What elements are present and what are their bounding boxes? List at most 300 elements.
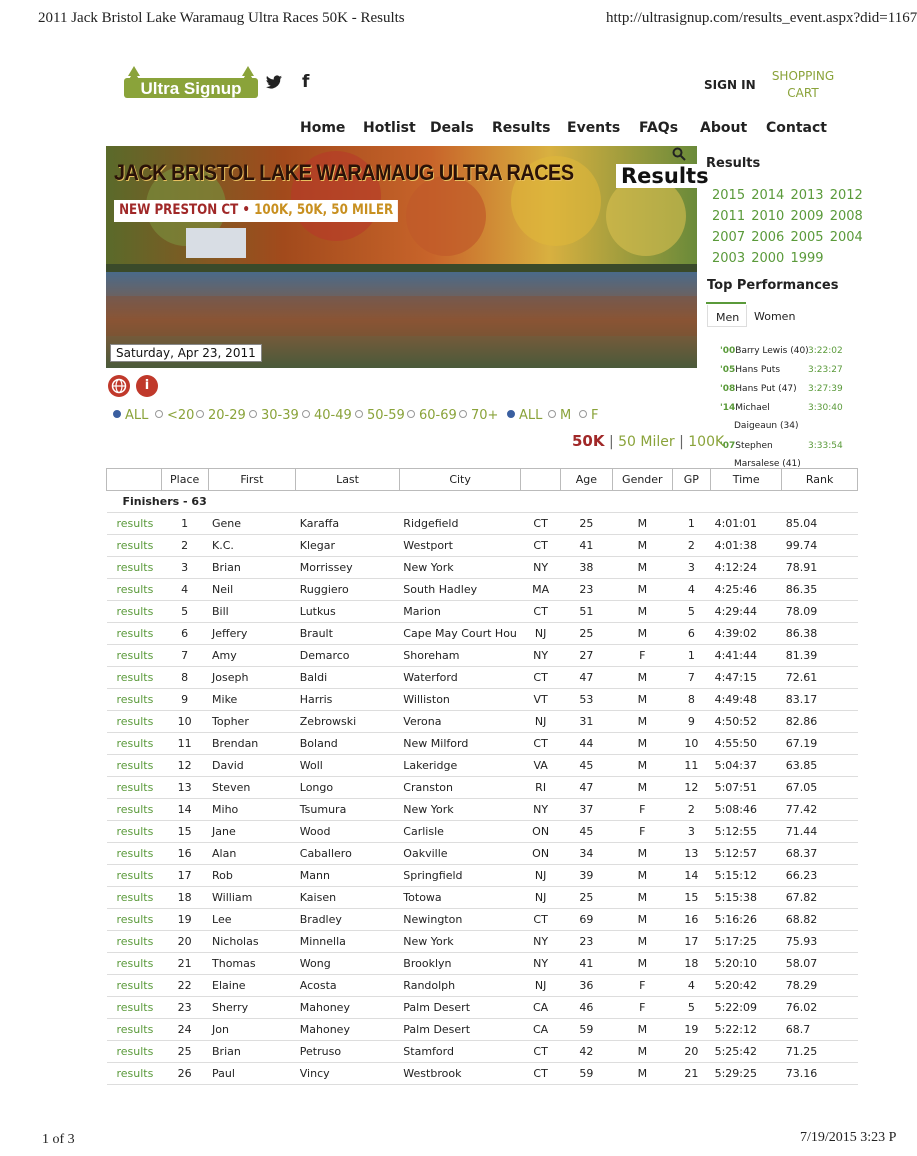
cell-rank: 63.85 [782,755,858,777]
search-icon[interactable] [672,147,686,165]
cell-last-name: Klegar [296,535,400,557]
results-link[interactable]: results [107,557,162,579]
cell-first-name: Joseph [208,667,296,689]
results-link[interactable]: results [107,777,162,799]
cell-state: CT [521,1041,560,1063]
cell-first-name: Brian [208,1041,296,1063]
table-row [107,1063,858,1085]
performance-item[interactable] [720,384,843,394]
cell-city: Waterford [399,667,521,689]
cell-gender-place: 17 [672,931,710,953]
results-link[interactable]: results [107,1041,162,1063]
cell-gender: F [613,821,673,843]
year-link[interactable]: 2000 [751,251,785,266]
results-link[interactable]: results [107,1019,162,1041]
cell-city: Carlisle [399,821,521,843]
age-filter-under20[interactable] [155,408,194,423]
document-title: 2011 Jack Bristol Lake Waramaug Ultra Races 50K - Results [38,10,405,26]
table-row [107,975,858,997]
radio-icon [196,410,204,418]
cell-gender-place: 9 [672,711,710,733]
cell-gender: M [613,843,673,865]
cell-gender-place: 2 [672,535,710,557]
age-filter-70plus[interactable] [459,408,498,423]
perf-name: Hans Put (47) [735,384,797,394]
cell-age: 34 [560,843,612,865]
table-row [107,667,858,689]
nav-hotlist[interactable]: Hotlist [363,120,416,136]
results-link[interactable]: results [107,909,162,931]
age-filter-30-39[interactable] [249,408,299,423]
cell-gender-place: 13 [672,843,710,865]
year-link[interactable]: 1999 [790,251,824,266]
cell-state: CT [521,513,560,535]
table-row [107,887,858,909]
radio-icon [579,410,587,418]
event-date: Saturday, Apr 23, 2011 [110,344,262,362]
cell-last-name: Wong [296,953,400,975]
cell-age: 59 [560,1063,612,1085]
radio-icon [155,410,163,418]
year-link[interactable]: 2013 [790,188,824,203]
column-header[interactable]: First [208,469,296,491]
cell-place: 7 [161,645,208,667]
results-link[interactable]: results [107,755,162,777]
cell-age: 27 [560,645,612,667]
cell-age: 42 [560,1041,612,1063]
facebook-icon[interactable]: f [302,72,310,92]
cell-rank: 67.82 [782,887,858,909]
cell-place: 24 [161,1019,208,1041]
cell-first-name: Topher [208,711,296,733]
gender-filter-f[interactable] [579,408,598,423]
results-link[interactable]: results [107,623,162,645]
results-link[interactable]: results [107,821,162,843]
cell-rank: 72.61 [782,667,858,689]
cell-first-name: Steven [208,777,296,799]
cell-age: 23 [560,579,612,601]
filter-label: 40-49 [314,408,352,423]
cell-city: Newington [399,909,521,931]
age-filter-40-49[interactable] [302,408,352,423]
cell-last-name: Petruso [296,1041,400,1063]
cell-age: 46 [560,997,612,1019]
results-link[interactable]: results [107,667,162,689]
cell-age: 37 [560,799,612,821]
banner-bullet: • [238,202,255,218]
cell-place: 14 [161,799,208,821]
ultrasignup-logo[interactable] [120,66,262,102]
cell-time: 4:29:44 [711,601,782,623]
cell-time: 5:20:10 [711,953,782,975]
cell-rank: 71.25 [782,1041,858,1063]
results-link[interactable]: results [107,601,162,623]
cell-first-name: Alan [208,843,296,865]
results-link[interactable]: results [107,579,162,601]
results-link[interactable]: results [107,799,162,821]
nav-deals[interactable]: Deals [430,120,474,136]
year-link[interactable]: 2007 [712,230,746,245]
cell-rank: 71.44 [782,821,858,843]
cell-age: 69 [560,909,612,931]
table-row [107,535,858,557]
cell-age: 38 [560,557,612,579]
column-header[interactable]: Place [161,469,208,491]
cell-time: 5:12:55 [711,821,782,843]
cell-gender-place: 4 [672,975,710,997]
cell-time: 5:22:09 [711,997,782,1019]
gender-filter-m[interactable] [548,408,571,423]
cell-city: New Milford [399,733,521,755]
year-link[interactable]: 2004 [829,230,863,245]
cell-gender-place: 2 [672,799,710,821]
column-header[interactable]: Age [560,469,612,491]
cell-age: 59 [560,1019,612,1041]
column-header[interactable]: Last [296,469,400,491]
nav-events[interactable]: Events [567,120,621,136]
cell-last-name: Morrissey [296,557,400,579]
cell-place: 3 [161,557,208,579]
cell-last-name: Karaffa [296,513,400,535]
cell-state: ON [521,821,560,843]
cell-gender: M [613,579,673,601]
cell-time: 5:15:12 [711,865,782,887]
cell-state: CT [521,535,560,557]
cell-gender: M [613,953,673,975]
cell-state: NJ [521,711,560,733]
cell-place: 8 [161,667,208,689]
cell-city: Marion [399,601,521,623]
cell-city: Palm Desert [399,997,521,1019]
group-row [107,491,858,513]
event-banner [106,146,709,368]
cell-last-name: Zebrowski [296,711,400,733]
cell-gender-place: 15 [672,887,710,909]
cell-last-name: Woll [296,755,400,777]
cell-city: Lakeridge [399,755,521,777]
cell-rank: 68.7 [782,1019,858,1041]
cell-state: ON [521,843,560,865]
results-link[interactable]: results [107,513,162,535]
cell-place: 23 [161,997,208,1019]
cell-first-name: Elaine [208,975,296,997]
radio-icon [407,410,415,418]
cell-gender-place: 4 [672,579,710,601]
cell-time: 5:17:25 [711,931,782,953]
cell-state: NY [521,645,560,667]
year-link[interactable]: 2011 [712,209,746,224]
performance-item[interactable] [720,441,843,469]
cell-gender: F [613,997,673,1019]
table-row [107,557,858,579]
perf-name: Barry Lewis (40) [735,346,809,356]
cell-place: 12 [161,755,208,777]
cell-time: 5:22:12 [711,1019,782,1041]
cell-city: Westbrook [399,1063,521,1085]
results-link[interactable]: results [107,645,162,667]
column-header[interactable]: Rank [782,469,858,491]
results-link[interactable]: results [107,975,162,997]
cell-time: 4:41:44 [711,645,782,667]
cell-place: 2 [161,535,208,557]
cell-first-name: Brendan [208,733,296,755]
cell-rank: 82.86 [782,711,858,733]
cell-city: South Hadley [399,579,521,601]
tab-women[interactable]: Women [754,310,796,323]
cell-gender-place: 3 [672,821,710,843]
nav-home[interactable]: Home [300,120,346,136]
distance-100k[interactable]: 100K [688,434,725,450]
cell-state: MA [521,579,560,601]
cell-gender-place: 6 [672,623,710,645]
results-link[interactable]: results [107,931,162,953]
cell-last-name: Kaisen [296,887,400,909]
cell-first-name: Lee [208,909,296,931]
cell-rank: 86.35 [782,579,858,601]
nav-faqs[interactable]: FAQs [639,120,679,136]
cell-state: CA [521,1019,560,1041]
nav-results[interactable]: Results [492,120,551,136]
cell-place: 15 [161,821,208,843]
cell-place: 9 [161,689,208,711]
cell-city: New York [399,557,521,579]
sign-in-link[interactable]: SIGN IN [704,78,756,92]
cell-age: 45 [560,755,612,777]
column-header [107,469,162,491]
cell-age: 36 [560,975,612,997]
cell-gender-place: 19 [672,1019,710,1041]
page-number: 1 of 3 [42,1132,75,1147]
tab-underline [706,302,746,304]
cell-gender: M [613,667,673,689]
cell-last-name: Wood [296,821,400,843]
column-header[interactable]: Time [711,469,782,491]
year-link[interactable]: 2014 [751,188,785,203]
cell-city: Shoreham [399,645,521,667]
banner-title: JACK BRISTOL LAKE WARAMAUG ULTRA RACES [114,160,574,185]
cell-rank: 67.19 [782,733,858,755]
distance-50k[interactable]: 50K [572,432,605,450]
cell-city: Westport [399,535,521,557]
cell-time: 4:47:15 [711,667,782,689]
cell-rank: 58.07 [782,953,858,975]
age-filter-50-59[interactable] [355,408,405,423]
cell-place: 6 [161,623,208,645]
results-link[interactable]: results [107,689,162,711]
banner-distances: 100K, 50K, 50 MILER [254,202,394,218]
results-link[interactable]: results [107,733,162,755]
table-row [107,777,858,799]
cell-city: Cape May Court Hou [399,623,521,645]
results-link[interactable]: results [107,1063,162,1085]
results-link[interactable]: results [107,887,162,909]
distance-50-miler[interactable]: 50 Miler [618,434,675,450]
cell-gender: F [613,645,673,667]
cell-city: Randolph [399,975,521,997]
cell-time: 5:16:26 [711,909,782,931]
cell-time: 5:25:42 [711,1041,782,1063]
perf-name: Michael [735,403,770,413]
cell-last-name: Mahoney [296,1019,400,1041]
separator: | [679,434,684,450]
table-row [107,1041,858,1063]
print-timestamp: 7/19/2015 3:23 P [800,1130,897,1145]
cell-last-name: Mahoney [296,997,400,1019]
cell-state: NJ [521,975,560,997]
cell-first-name: Thomas [208,953,296,975]
performance-item[interactable] [720,403,843,431]
radio-icon [249,410,257,418]
year-link[interactable]: 2010 [751,209,785,224]
year-link[interactable]: 2003 [712,251,746,266]
cell-time: 5:12:57 [711,843,782,865]
cell-state: NJ [521,623,560,645]
cell-state: RI [521,777,560,799]
cell-gender-place: 16 [672,909,710,931]
cell-time: 5:15:38 [711,887,782,909]
cell-age: 25 [560,623,612,645]
age-filter-20-29[interactable] [196,408,246,423]
globe-icon[interactable] [108,375,130,397]
results-link[interactable]: results [107,865,162,887]
column-header[interactable]: City [399,469,521,491]
cell-gender: M [613,711,673,733]
cell-rank: 68.37 [782,843,858,865]
year-link[interactable]: 2005 [790,230,824,245]
group-label: Finishers - 63 [107,491,858,513]
cell-state: NY [521,799,560,821]
cell-rank: 73.16 [782,1063,858,1085]
cell-place: 20 [161,931,208,953]
cell-time: 5:07:51 [711,777,782,799]
cell-time: 4:12:24 [711,557,782,579]
shopping-cart-link[interactable] [770,68,836,102]
filter-label: 20-29 [208,408,246,423]
year-link[interactable]: 2009 [790,209,824,224]
cell-gender: M [613,557,673,579]
table-row [107,711,858,733]
cell-last-name: Harris [296,689,400,711]
cell-city: Brooklyn [399,953,521,975]
cell-state: CT [521,909,560,931]
table-row [107,645,858,667]
cell-city: Oakville [399,843,521,865]
cell-age: 45 [560,821,612,843]
logo-text: Ultra Signup [140,79,242,98]
cell-rank: 78.29 [782,975,858,997]
results-link[interactable]: results [107,711,162,733]
cell-place: 26 [161,1063,208,1085]
cell-age: 23 [560,931,612,953]
cell-time: 4:39:02 [711,623,782,645]
gender-filter-all[interactable] [507,408,542,423]
cell-first-name: William [208,887,296,909]
year-row [712,230,863,245]
perf-name: Stephen [735,441,773,451]
cell-state: NY [521,557,560,579]
age-filter-60-69[interactable] [407,408,457,423]
tab-men[interactable]: Men [707,305,747,327]
performance-item[interactable] [720,365,843,375]
banner-subtitle [114,200,398,222]
filter-label: 30-39 [261,408,299,423]
cart-label-2: CART [787,86,819,100]
cell-last-name: Longo [296,777,400,799]
cell-gender: M [613,733,673,755]
nav-about[interactable]: About [700,120,748,136]
cell-gender: F [613,799,673,821]
cell-last-name: Bradley [296,909,400,931]
cell-city: New York [399,931,521,953]
cell-gender: M [613,931,673,953]
cell-age: 47 [560,777,612,799]
cell-gender: M [613,623,673,645]
cell-place: 13 [161,777,208,799]
column-header[interactable]: GP [672,469,710,491]
perf-year: '00 [720,346,736,356]
cell-gender-place: 12 [672,777,710,799]
cell-last-name: Mann [296,865,400,887]
age-filter-all[interactable] [113,408,148,423]
cell-state: CT [521,1063,560,1085]
results-link[interactable]: results [107,953,162,975]
distance-selector [572,432,724,450]
cell-gender-place: 18 [672,953,710,975]
cell-age: 39 [560,865,612,887]
column-header[interactable]: Gender [613,469,673,491]
nav-contact[interactable]: Contact [766,120,827,136]
year-row [712,188,863,203]
cell-gender: M [613,777,673,799]
twitter-icon[interactable] [266,74,282,93]
cell-age: 25 [560,513,612,535]
year-link[interactable]: 2012 [829,188,863,203]
cell-gender-place: 14 [672,865,710,887]
cell-first-name: Mike [208,689,296,711]
filter-label: <20 [167,408,195,423]
sidebar-results-heading: Results [706,156,761,171]
cell-state: NY [521,953,560,975]
cell-place: 11 [161,733,208,755]
cell-city: New York [399,799,521,821]
cell-gender-place: 21 [672,1063,710,1085]
year-link[interactable]: 2015 [712,188,746,203]
table-row [107,513,858,535]
year-link[interactable]: 2008 [829,209,863,224]
cell-time: 4:49:48 [711,689,782,711]
radio-icon [302,410,310,418]
cell-rank: 81.39 [782,645,858,667]
results-link[interactable]: results [107,843,162,865]
radio-icon [507,410,515,418]
results-link[interactable]: results [107,997,162,1019]
year-link[interactable]: 2006 [751,230,785,245]
performance-item[interactable] [720,346,843,356]
cell-first-name: Jane [208,821,296,843]
cell-place: 22 [161,975,208,997]
cell-last-name: Boland [296,733,400,755]
cell-place: 21 [161,953,208,975]
results-link[interactable]: results [107,535,162,557]
cell-state: NJ [521,887,560,909]
cell-time: 4:55:50 [711,733,782,755]
cell-first-name: Sherry [208,997,296,1019]
info-icon[interactable]: i [136,375,158,397]
perf-time: 3:23:27 [808,365,843,375]
table-row [107,623,858,645]
cell-rank: 85.04 [782,513,858,535]
cell-rank: 66.23 [782,865,858,887]
